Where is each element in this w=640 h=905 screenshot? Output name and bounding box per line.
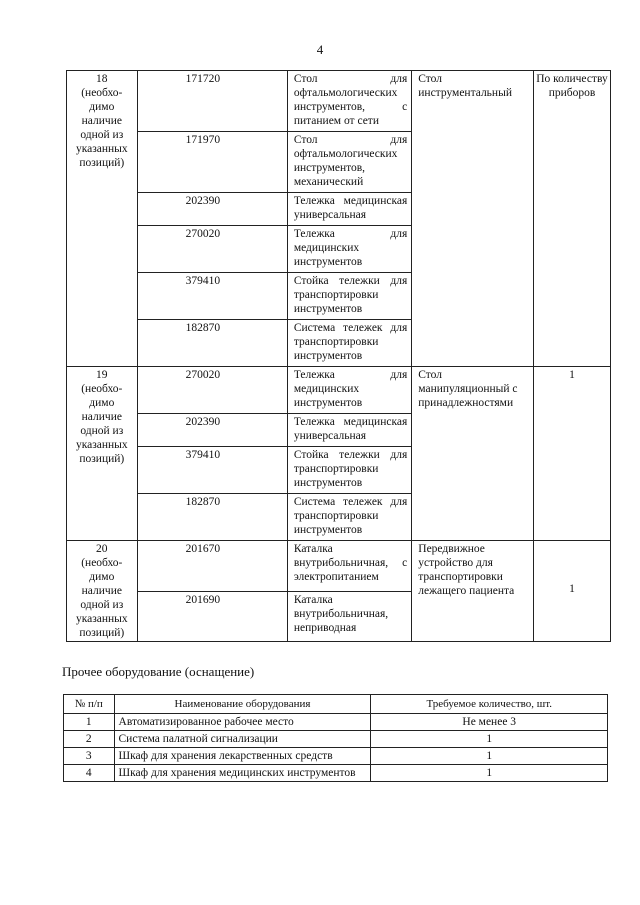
item-name: Стол для офтальмологических инструментов, механический xyxy=(287,132,411,193)
position-cell xyxy=(67,367,138,541)
row-name: Шкаф для хранения лекарственных средств xyxy=(114,748,371,765)
other-table-header-row xyxy=(64,695,608,714)
table-row xyxy=(64,748,608,765)
item-name: Тележка медицинская универсальная xyxy=(287,414,411,447)
position-line: позиций) xyxy=(79,453,125,465)
position-cell xyxy=(67,71,138,367)
position-line: одной из xyxy=(80,425,124,437)
row-num: 3 xyxy=(64,748,115,765)
position-line: (необхо- xyxy=(81,557,123,569)
page-number: 4 xyxy=(316,42,324,57)
item-name: Каталка внутрибольничная, неприводная xyxy=(287,591,411,642)
row-qty: 1 xyxy=(371,731,608,748)
position-line: 19 xyxy=(96,369,108,381)
group-quantity: 1 xyxy=(569,583,575,595)
position-line: позиций) xyxy=(79,627,125,639)
position-line: 18 xyxy=(96,73,108,85)
section-title: Прочее оборудование (оснащение) xyxy=(62,664,255,679)
table-row xyxy=(64,731,608,748)
group-name: Передвижное устройство для транспортировки лежащего пациента xyxy=(412,541,534,642)
item-name: Стойка тележки для транспортировки инструментов xyxy=(287,447,411,494)
position-line: указанных xyxy=(75,439,128,451)
position-line: 20 xyxy=(96,543,108,555)
item-code: 182870 xyxy=(137,320,287,367)
position-line: димо xyxy=(89,571,115,583)
item-code: 202390 xyxy=(137,193,287,226)
table-row xyxy=(67,541,611,592)
item-name: Тележка медицинская универсальная xyxy=(287,193,411,226)
item-code: 202390 xyxy=(137,414,287,447)
equipment-table-body xyxy=(67,71,611,642)
item-code: 379410 xyxy=(137,447,287,494)
row-qty: 1 xyxy=(371,765,608,782)
other-table-body xyxy=(64,714,608,782)
item-name: Тележка для медицинских инструментов xyxy=(287,226,411,273)
group-quantity-cell xyxy=(533,541,610,642)
row-num: 1 xyxy=(64,714,115,731)
position-line: указанных xyxy=(75,613,128,625)
group-quantity: 1 xyxy=(569,369,575,381)
row-qty: Не менее 3 xyxy=(371,714,608,731)
item-code: 171720 xyxy=(137,71,287,132)
item-name: Каталка внутрибольничная, с электропитанием xyxy=(287,541,411,592)
item-name: Система тележек для транспортировки инструментов xyxy=(287,320,411,367)
position-line: наличие xyxy=(81,115,122,127)
position-line: указанных xyxy=(75,143,128,155)
row-name: Система палатной сигнализации xyxy=(114,731,371,748)
row-num: 4 xyxy=(64,765,115,782)
item-name: Стол для офтальмологических инструментов, с питанием от сети xyxy=(287,71,411,132)
item-code: 379410 xyxy=(137,273,287,320)
other-equipment-table xyxy=(63,694,608,782)
item-code: 201670 xyxy=(137,541,287,592)
group-quantity: По количеству приборов xyxy=(536,73,608,99)
header-name: Наименование оборудования xyxy=(114,695,371,714)
position-line: наличие xyxy=(81,585,122,597)
position-line: димо xyxy=(89,101,115,113)
table-row xyxy=(67,367,611,414)
position-line: одной из xyxy=(80,599,124,611)
item-code: 270020 xyxy=(137,367,287,414)
group-quantity-cell xyxy=(533,367,610,541)
group-name: Стол инструментальный xyxy=(412,71,534,367)
item-code: 270020 xyxy=(137,226,287,273)
row-name: Автоматизированное рабочее место xyxy=(114,714,371,731)
row-qty: 1 xyxy=(371,748,608,765)
position-line: (необхо- xyxy=(81,87,123,99)
table-row xyxy=(64,765,608,782)
position-line: димо xyxy=(89,397,115,409)
table-row xyxy=(64,714,608,731)
row-name: Шкаф для хранения медицинских инструментов xyxy=(114,765,371,782)
position-line: наличие xyxy=(81,411,122,423)
equipment-table xyxy=(66,70,611,642)
header-qty: Требуемое количество, шт. xyxy=(371,695,608,714)
table-row xyxy=(67,71,611,132)
position-line: (необхо- xyxy=(81,383,123,395)
group-quantity-cell xyxy=(533,71,610,367)
row-num: 2 xyxy=(64,731,115,748)
position-cell xyxy=(67,541,138,642)
item-name: Тележка для медицинских инструментов xyxy=(287,367,411,414)
item-name: Стойка тележки для транспортировки инструментов xyxy=(287,273,411,320)
position-line: позиций) xyxy=(79,157,125,169)
group-name: Стол манипуляционный с принадлежностями xyxy=(412,367,534,541)
position-line: одной из xyxy=(80,129,124,141)
header-num: № п/п xyxy=(64,695,115,714)
item-code: 182870 xyxy=(137,494,287,541)
item-name: Система тележек для транспортировки инструментов xyxy=(287,494,411,541)
item-code: 171970 xyxy=(137,132,287,193)
item-code: 201690 xyxy=(137,591,287,642)
